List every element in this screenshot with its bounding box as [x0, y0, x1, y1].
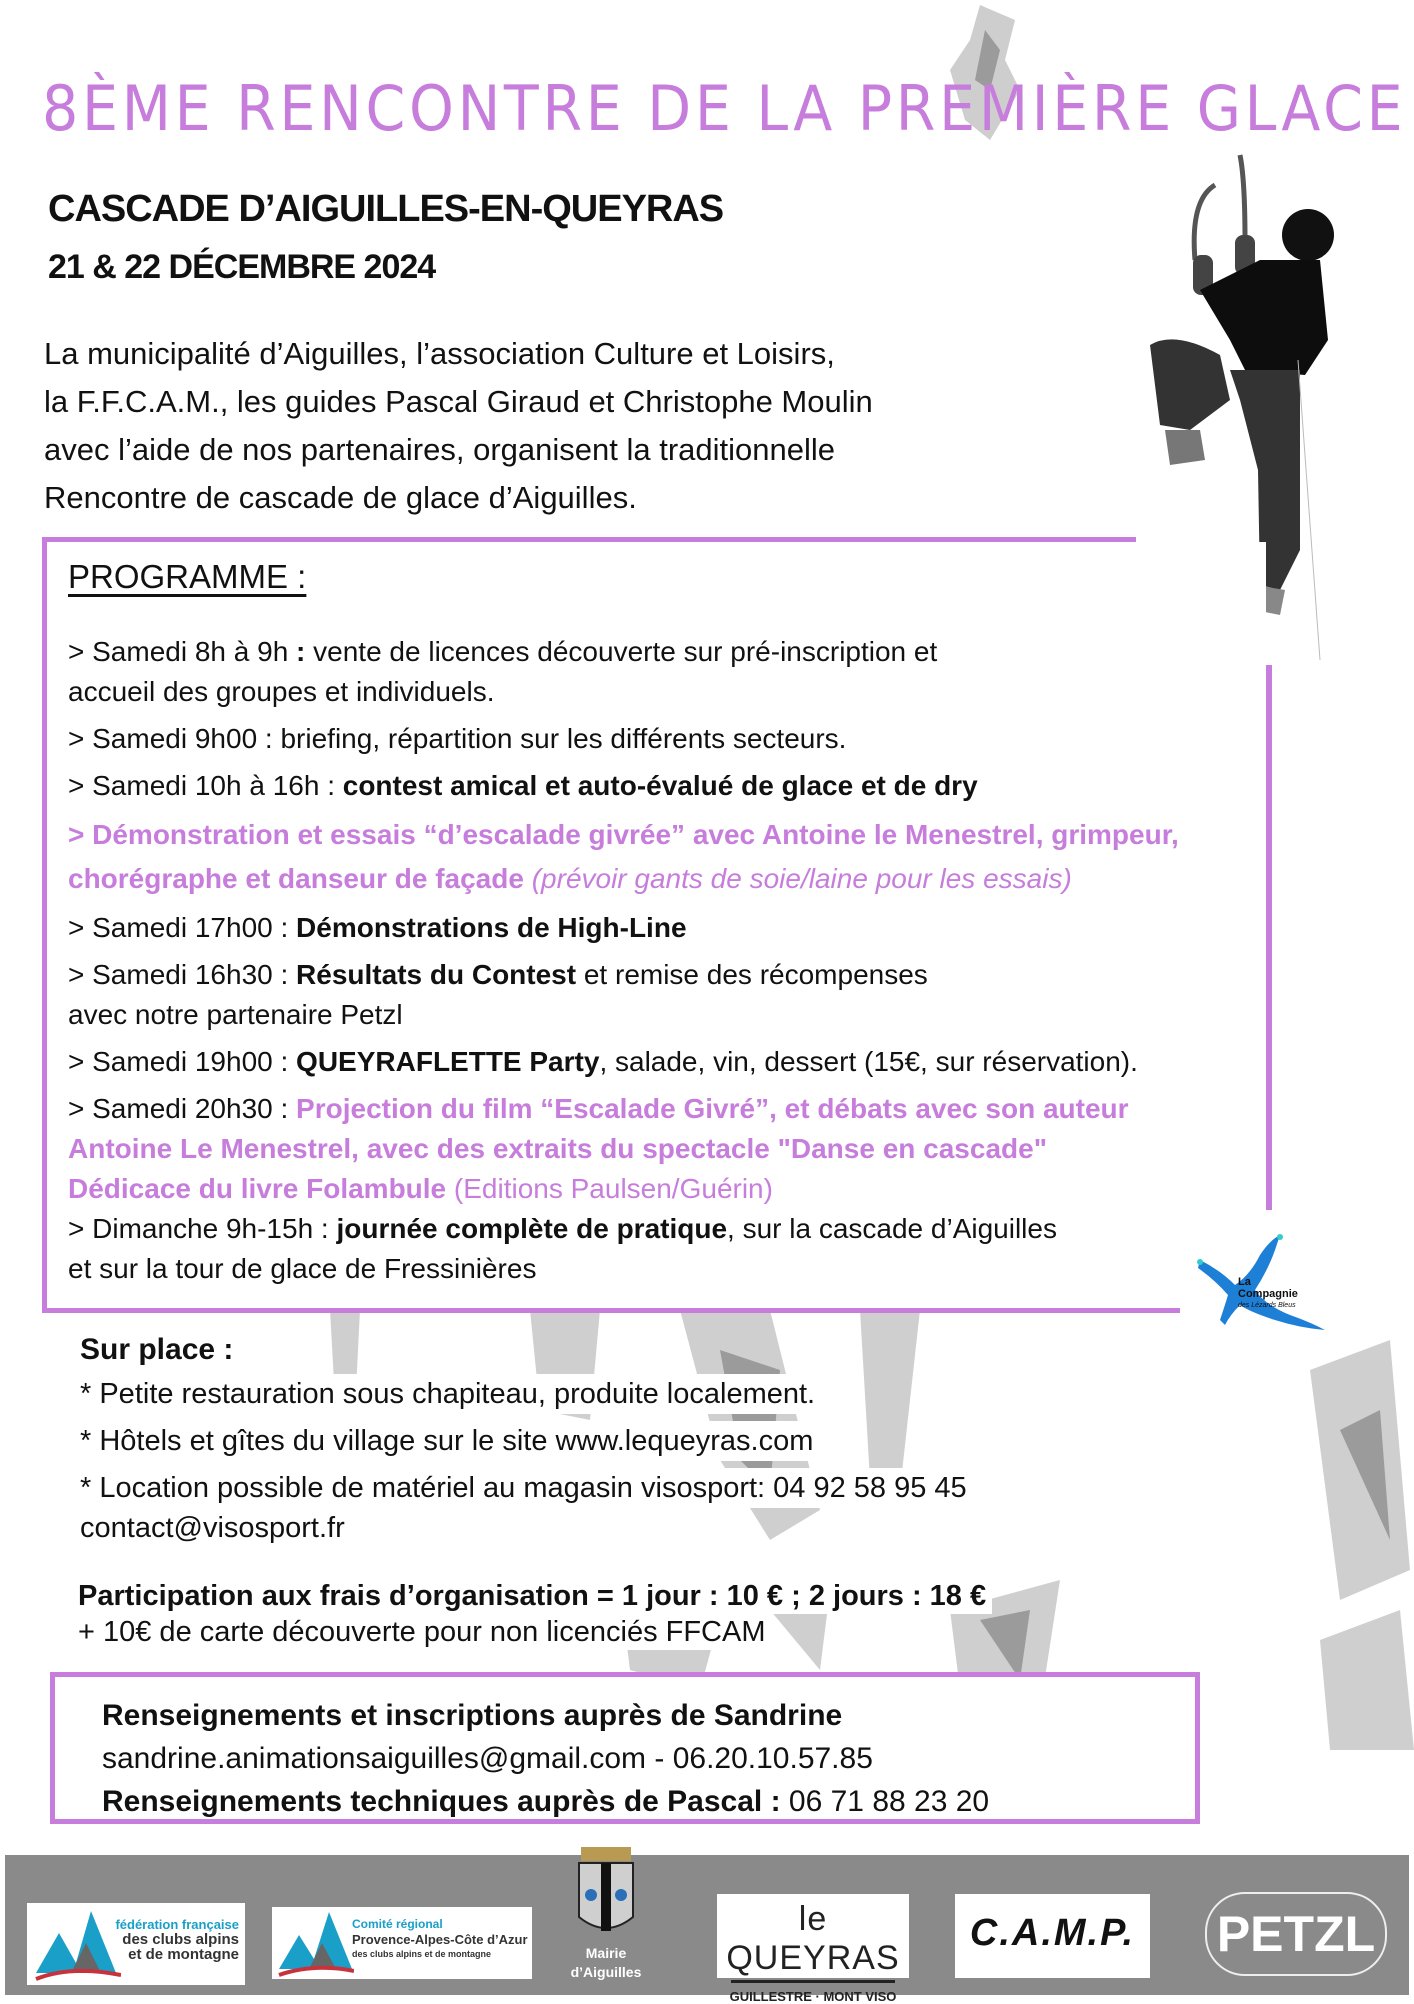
coat-of-arms-icon: [573, 1847, 639, 1939]
programme-item: > Samedi 16h30 : Résultats du Contest et remise des récompenses avec notre partenaire Petzl: [68, 959, 928, 1030]
event-location: CASCADE D’AIGUILLES-EN-QUEYRAS: [48, 188, 724, 230]
sur-place-heading: Sur place :: [80, 1333, 234, 1366]
contact-sandrine-heading: Renseignements et inscriptions auprès de Sandrine: [102, 1699, 843, 1732]
programme-item: > Samedi 8h à 9h : vente de licences découverte sur pré-inscription et accueil des groupes et individuels.: [68, 636, 938, 707]
programme-item-film: > Samedi 20h30 : Projection du film “Escalade Givré”, et débats avec son auteur Antoine Le Menestrel, avec des extraits du spectacle "Danse en cascade" Dédicace du livre Folambule (Editions Paulsen/Guérin): [68, 1093, 1129, 1204]
event-dates: 21 & 22 DÉCEMBRE 2024: [48, 248, 436, 286]
programme-border-top: [42, 537, 1136, 542]
contact-pascal-label: Renseignements techniques auprès de Pascal :: [102, 1785, 781, 1818]
le-queyras-logo: le QUEYRAS GUILLESTRE · MONT VISO: [717, 1894, 909, 1978]
sur-place-section: [80, 1330, 1080, 1555]
programme-border-bottom: [42, 1308, 1180, 1313]
lizard-logo-text: La Compagnie des Lézards Bleus: [1238, 1276, 1298, 1309]
fees-extra: + 10€ de carte découverte pour non licenciés FFCAM: [78, 1614, 772, 1650]
contact-sandrine-email-phone[interactable]: sandrine.animationsaiguilles@gmail.com - 06.20.10.57.85: [102, 1742, 873, 1775]
intro-line: Rencontre de cascade de glace d’Aiguilles.: [44, 480, 637, 515]
programme-item: > Samedi 10h à 16h : contest amical et auto-évalué de glace et de dry: [68, 770, 978, 801]
programme-item: > Dimanche 9h-15h : journée complète de pratique, sur la cascade d’Aiguilles et sur la tour de glace de Fressinières: [68, 1213, 1057, 1284]
visosport-email-link[interactable]: contact@visosport.fr: [80, 1508, 351, 1548]
mountain-icon: [274, 1907, 354, 1979]
sur-place-line: * Location possible de matériel au magasin visosport: 04 92 58 95 45: [80, 1468, 973, 1508]
ffcam-logo: fédération française des clubs alpins et de montagne: [27, 1903, 245, 1985]
programme-list: [68, 632, 1278, 1296]
event-title: 8ÈME RENCONTRE DE LA PREMIÈRE GLACE: [42, 72, 1407, 145]
intro-line: avec l’aide de nos partenaires, organisent la traditionnelle: [44, 432, 835, 467]
programme-item: > Samedi 19h00 : QUEYRAFLETTE Party, salade, vin, dessert (15€, sur réservation).: [68, 1046, 1138, 1077]
contact-info: [102, 1694, 989, 1823]
compagnie-lezards-bleus-logo: [1180, 1230, 1330, 1340]
sur-place-line: * Petite restauration sous chapiteau, produite localement.: [80, 1374, 821, 1414]
programme-item-demo: > Démonstration et essais “d’escalade givrée” avec Antoine le Menestrel, grimpeur, chorégraphe et danseur de façade (prévoir gants de soie/laine pour les essais): [68, 819, 1179, 894]
programme-heading: PROGRAMME :: [68, 558, 307, 595]
sur-place-line: * Hôtels et gîtes du village sur le site www.lequeyras.com: [80, 1421, 819, 1461]
programme-item: > Samedi 9h00 : briefing, répartition sur les différents secteurs.: [68, 723, 847, 754]
fees-section: [78, 1578, 992, 1650]
intro-line: La municipalité d’Aiguilles, l’association Culture et Loisirs,: [44, 336, 835, 371]
camp-logo: C.A.M.P.: [955, 1894, 1150, 1978]
mairie-aiguilles-logo: Mairie d’Aiguilles: [573, 1847, 639, 1997]
petzl-logo: PETZL: [1205, 1892, 1387, 1976]
intro-line: la F.F.C.A.M., les guides Pascal Giraud et Christophe Moulin: [44, 384, 873, 419]
comite-regional-logo: Comité régional Provence-Alpes-Côte d’Azur des clubs alpins et de montagne: [272, 1907, 532, 1979]
sponsors-footer: [5, 1855, 1409, 1995]
contact-pascal-phone[interactable]: 06 71 88 23 20: [780, 1785, 990, 1818]
programme-item: > Samedi 17h00 : Démonstrations de High-Line: [68, 912, 687, 943]
intro-paragraph: [44, 330, 1024, 522]
programme-border-left: [42, 537, 47, 1313]
fees-main: Participation aux frais d’organisation = 1 jour : 10 € ; 2 jours : 18 €: [78, 1578, 992, 1614]
